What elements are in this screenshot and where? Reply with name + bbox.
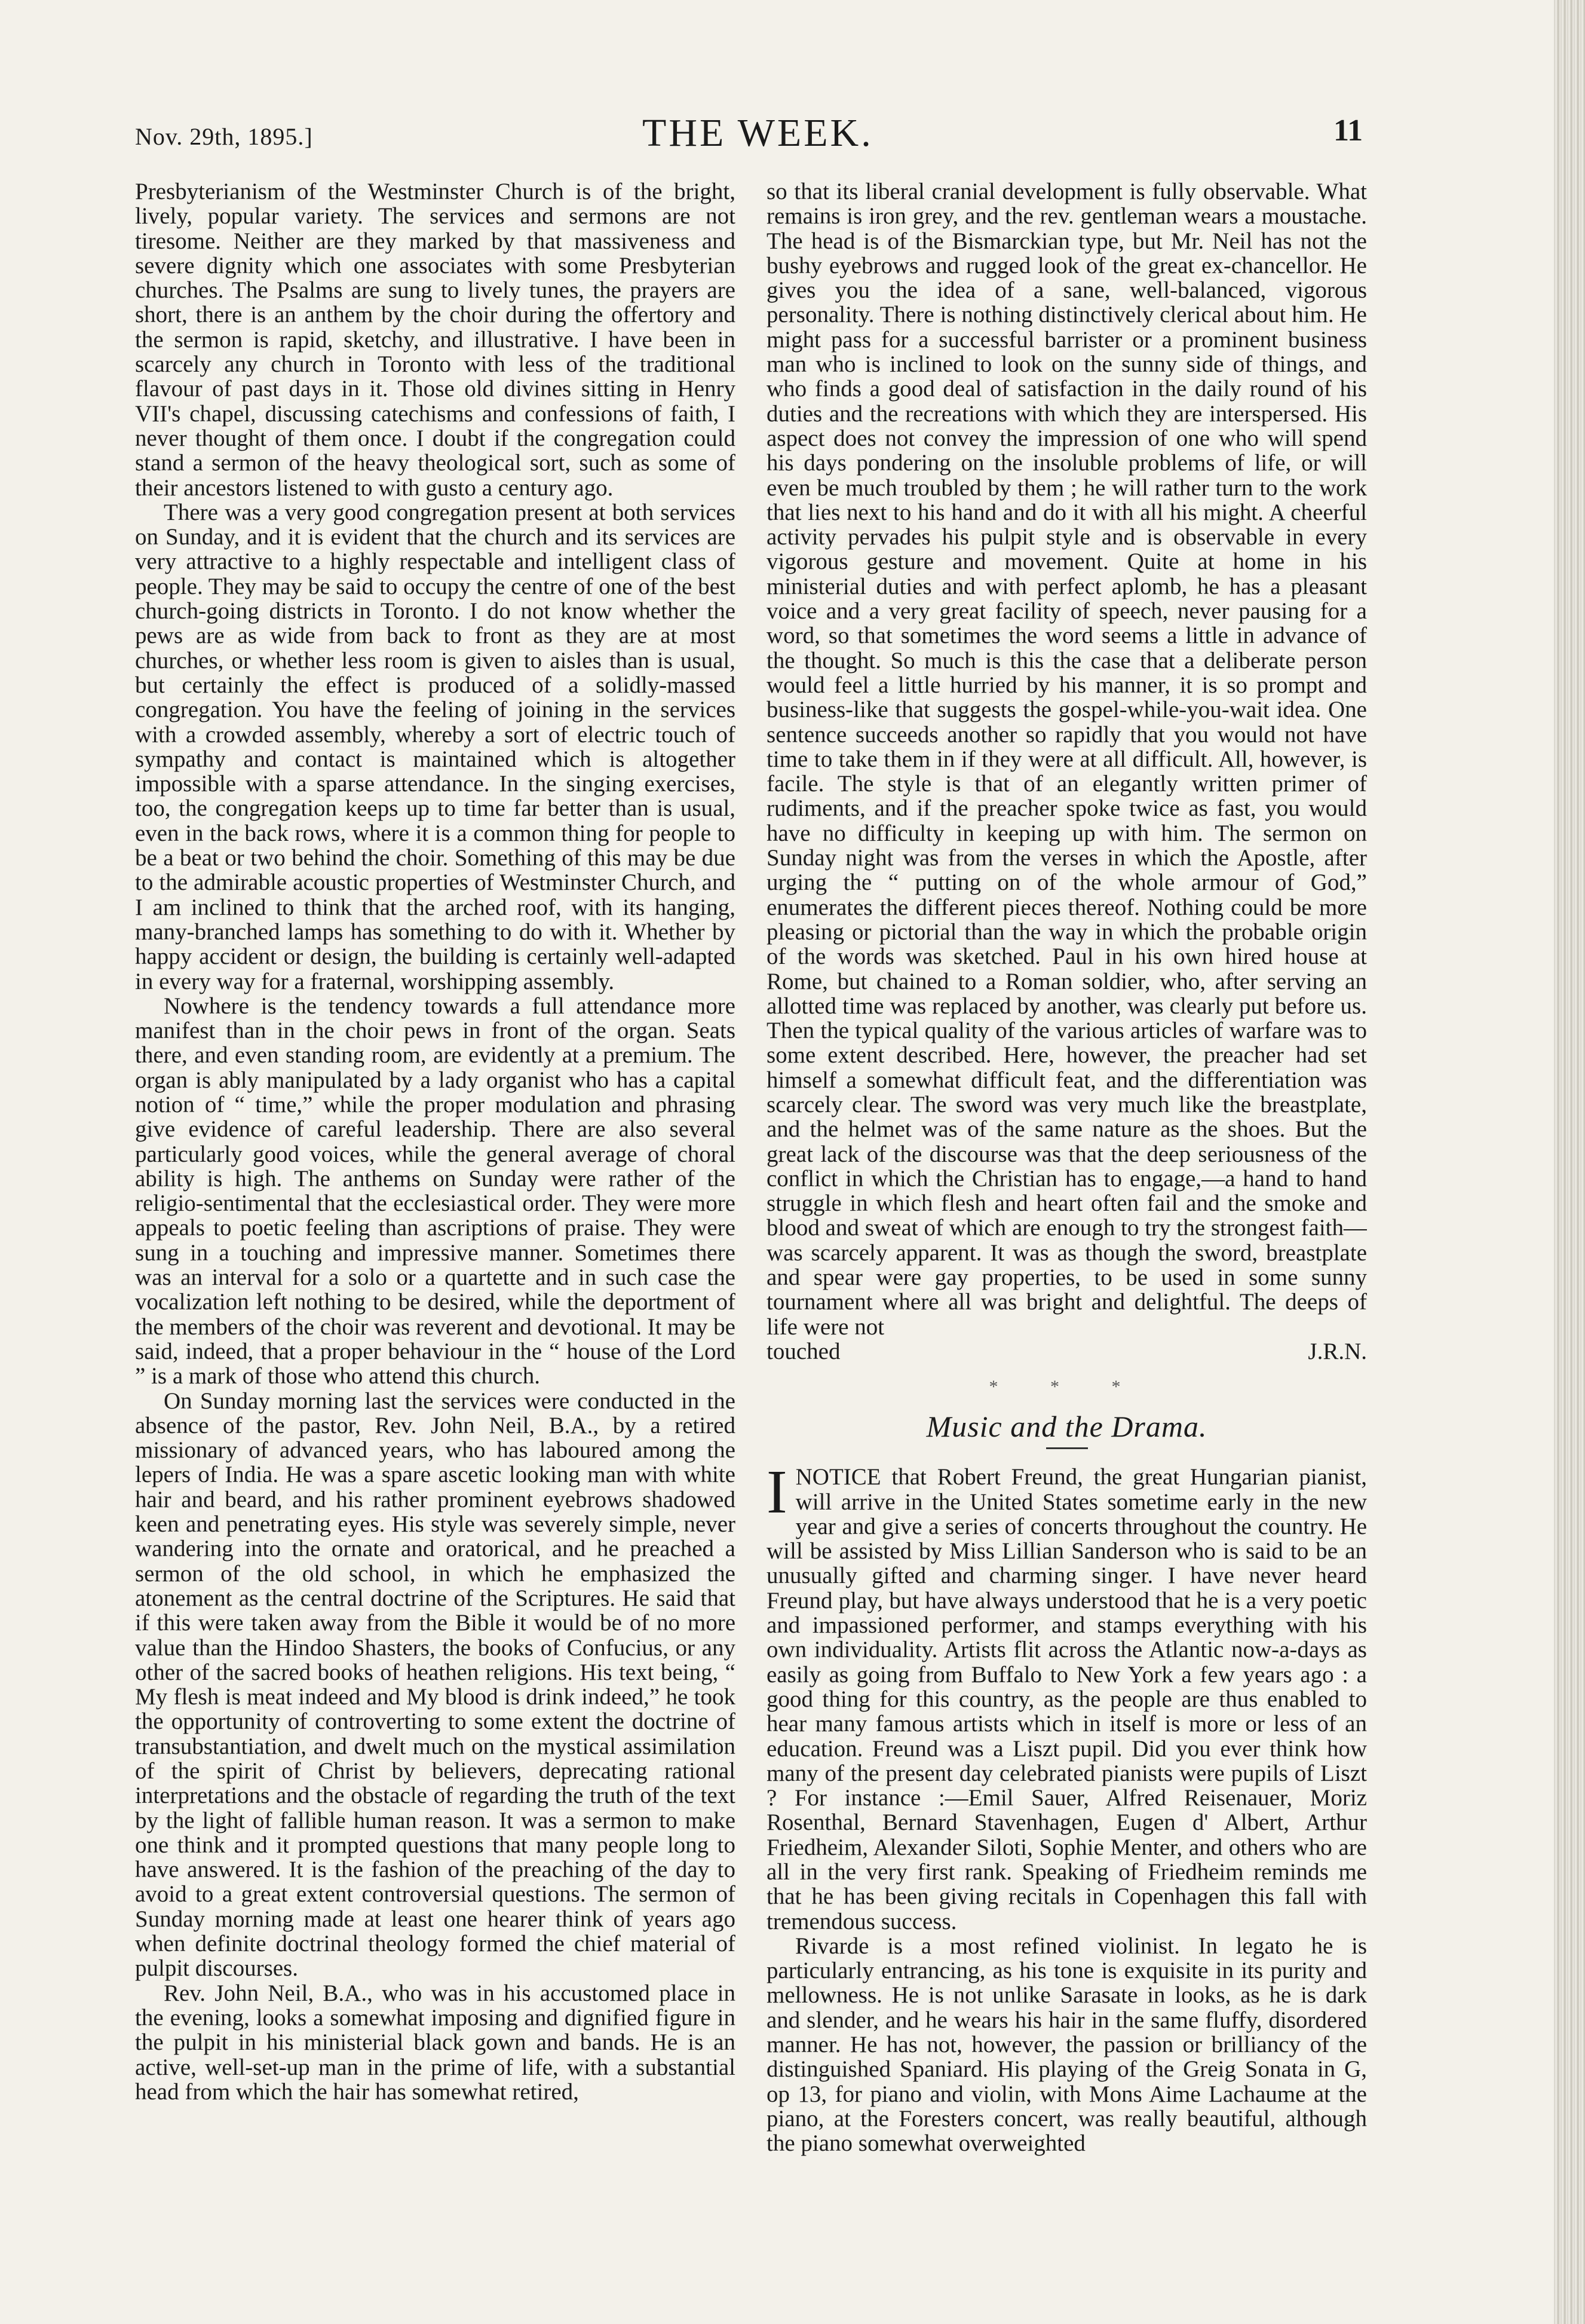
right-column — [767, 179, 1367, 2277]
music-paragraph-text: NOTICE that Robert Freund, the great Hungarian pianist, will arrive in the United States sometime early in the new year and give a series of concerts throughout the country. He will be assisted by Miss Lillian Sanderson who is said to be an unusually gifted and charming singer. I have never heard Freund play, but have always understood that he is a very poetic and impassioned performer, and stamps everything with his own individuality. Artists flit across the Atlantic now-a-days as easily as going from Buffalo to New York a few years ago : a good thing for this country, as the people are thus enabled to hear many famous artists which in itself is more or less of an education. Freund was a Liszt pupil. Did you ever think how many of the present day celebrated pianists were pupils of Liszt ? For instance :—Emil Sauer, Alfred Reisenauer, Moriz Rosenthal, Bernard Stavenhagen, Eugen d' Albert, Arthur Friedheim, Alexander Siloti, Sophie Menter, and others who are all in the very first rank. Speaking of Friedheim reminds me that he has been giving recitals in Copenhagen this fall with tremendous success. — [767, 1464, 1367, 1934]
music-paragraph: Rivarde is a most refined violinist. In legato he is particularly entrancing, as his tone is exquisite in its purity and mellowness. He is not unlike Sarasate in looks, as he is dark and slender, and he wears his hair in the same fluffy, disordered manner. He has not, however, the passion or brilliancy of the distinguished Spaniard. His playing of the Greig Sonata in G, op 13, for piano and violin, with Mons Aime Lachaume at the piano, at the Foresters concert, was really beautiful, although the piano somewhat overweighted — [767, 1933, 1367, 2157]
left-column — [135, 179, 735, 2277]
article-paragraph: There was a very good congregation present at both services on Sunday, and it is evident that the church and its services are very attractive to a highly respectable and intelligent class of people. They may be said to occupy the centre of one of the best church-going districts in Toronto. I do not know whether the pews are as wide from back to front as they are at most churches, or whether less room is given to aisles than is usual, but certainly the effect is produced of a solidly-massed congregation. You have the feeling of joining in the services with a crowded assembly, whereby a sort of electric touch of sympathy and contact is maintained which is altogether impossible with a sparse attendance. In the singing exercises, too, the congregation keeps up to time far better than is usual, even in the back rows, where it is a common thing for people to be a beat or two behind the choir. Something of this may be due to the admirable acoustic properties of Westminster Church, and I am inclined to think that the arched roof, with its hanging, many-branched lamps has something to do with it. Whether by happy accident or design, the building is certainly well-adapted in every way for a fraternal, worshipping assembly. — [135, 499, 735, 994]
article-paragraph: Rev. John Neil, B.A., who was in his accustomed place in the evening, looks a somewhat imposing and dignified figure in the pulpit in his ministerial black gown and bands. He is an active, well-set-up man in the prime of life, with a substantial head from which the hair has somewhat retired, — [135, 1980, 735, 2105]
section-heading: Music and the Drama. — [926, 1410, 1207, 1444]
page-number: 11 — [1333, 114, 1363, 148]
closing-word: touched — [767, 1338, 841, 1364]
article-closing-line — [767, 1339, 1367, 1364]
drop-cap: I — [767, 1458, 787, 1527]
article-paragraph: On Sunday morning last the services were conducted in the absence of the pastor, Rev. John Neil, B.A., by a retired missionary of advanced years, who has laboured among the lepers of India. He was a spare ascetic looking man with white hair and beard, and his rather prominent eyebrows shadowed keen and penetrating eyes. His style was severely simple, never wandering into the ornate and oratorical, and he preached a sermon of the old school, in which he emphasized the atonement as the central doctrine of the Scriptures. He said that if this were taken away from the Bible it would be of no more value than the Hindoo Shasters, the books of Confucius, or any other of the sacred books of heathen religions. His text being, “ My flesh is meat indeed and My blood is drink indeed,” he took the opportunity of controverting to some extent the doctrine of transubstantiation, and dwelt much on the mystical assimilation of the spirit of Christ by believers, deprecating rational interpretations and the obstacle of regarding the truth of the text by the light of fallible human reason. It was a sermon to make one think and it prompted questions that many people long to have answered. It is the fashion of the preaching of the day to avoid to a great extent controversial questions. The sermon of Sunday morning made at least one hearer think of years ago when definite doctrinal theology formed the chief material of pulpit discourses. — [135, 1388, 735, 1982]
issue-date: Nov. 29th, 1895.] — [135, 123, 313, 150]
author-signature: J.R.N. — [1308, 1338, 1367, 1364]
publication-title: THE WEEK. — [642, 111, 873, 155]
heading-rule — [1046, 1447, 1088, 1449]
article-paragraph: Nowhere is the tendency towards a full attendance more manifest than in the choir pews in front of the organ. Seats there, and even standing room, are evidently at a premium. The organ is ably manipulated by a lady organist who has a capital notion of “ time,” while the proper modulation and phrasing give evidence of careful leadership. There are also several particularly good voices, while the general average of choral ability is high. The anthems on Sunday were rather of the religio-sentimental that the ecclesiastical order. They were more appeals to poetic feeling than ascriptions of praise. They were sung in a touching and impressive manner. Sometimes there was an interval for a solo or a quartette and in such case the vocalization left nothing to be desired, while the deportment of the members of the choir was reverent and devotional. It may be said, indeed, that a proper behaviour in the “ house of the Lord ” is a mark of those who attend this church. — [135, 993, 735, 1389]
article-paragraph: Presbyterianism of the Westminster Church is of the bright, lively, popular variety. The services and sermons are not tiresome. Neither are they marked by that massiveness and severe dignity which one associates with some Presbyterian churches. The Psalms are sung to lively tunes, the prayers are short, there is an anthem by the choir during the offertory and the sermon is rapid, sketchy, and illustrative. I have been in scarcely any church in Toronto with less of the traditional flavour of past days in it. Those old divines sitting in Henry VII's chapel, discussing catechisms and confessions of faith, I never thought of them once. I doubt if the congregation could stand a sermon of the heavy theological sort, such as some of their ancestors listened to with gusto a century ago. — [135, 179, 735, 501]
page-header — [0, 111, 1553, 164]
page-binding-edge — [1554, 0, 1585, 2324]
music-paragraph-lead — [767, 1458, 1367, 1934]
article-paragraph-continued: so that its liberal cranial development is fully observable. What remains is iron grey, and the rev. gentleman wears a moustache. The head is of the Bismarckian type, but Mr. Neil has not the bushy eyebrows and rugged look of the great ex-chancellor. He gives you the idea of a sane, well-balanced, vigorous personality. There is nothing distinctively clerical about him. He might pass for a successful barrister or a prominent business man who is inclined to look on the sunny side of things, and who finds a good deal of satisfaction in the daily round of his duties and the recreations with which they are interspersed. His aspect does not convey the impression of one who will spend his days pondering on the insoluble problems of life, or will even be much troubled by them ; he will rather turn to the work that lies next to his hand and do it with all his might. A cheerful activity pervades his pulpit style and is observable in every vigorous gesture and movement. Quite at home in his ministerial duties and with perfect aplomb, he has a pleasant voice and a very great facility of speech, never pausing for a word, so that sometimes the word seems a little in advance of the thought. So much is this the case that a deliberate person would feel a little hurried by his manner, it is so prompt and business-like that suggests the gospel-while-you-wait idea. One sentence succeeds another so rapidly that you would not have time to take them in if they were at all difficult. All, however, is facile. The style is that of an elegantly written primer of rudiments, and if the preacher spoke twice as fast, you would have no difficulty in keeping up with him. The sermon on Sunday night was from the verses in which the Apostle, after urging the “ putting on of the whole armour of God,” enumerates the different pieces thereof. Nothing could be more pleasing or pictorial than the way in which the probable origin of the words was sketched. Paul in his own hired house at Rome, but chained to a Roman soldier, who, after serving an allotted time was replaced by another, was clearly put before us. Then the typical quality of the various articles of warfare was to some extent described. Here, however, the preacher had set himself a somewhat difficult feat, and the differentiation was scarcely clear. The sword was very much like the breastplate, and the helmet was of the same nature as the shoes. But the great lack of the discourse was that the deep seriousness of the conflict in which the Christian has to engage,—a hand to hand struggle in which flesh and heart often fail and the smoke and blood and sweat of which are enough to try the strongest faith—was scarcely apparent. It was as though the sword, breastplate and spear were gay properties, to be used in some sunny tournament where all was bright and delightful. The deeps of life were not — [767, 179, 1367, 1340]
section-asterism: * * * — [989, 1377, 1145, 1397]
